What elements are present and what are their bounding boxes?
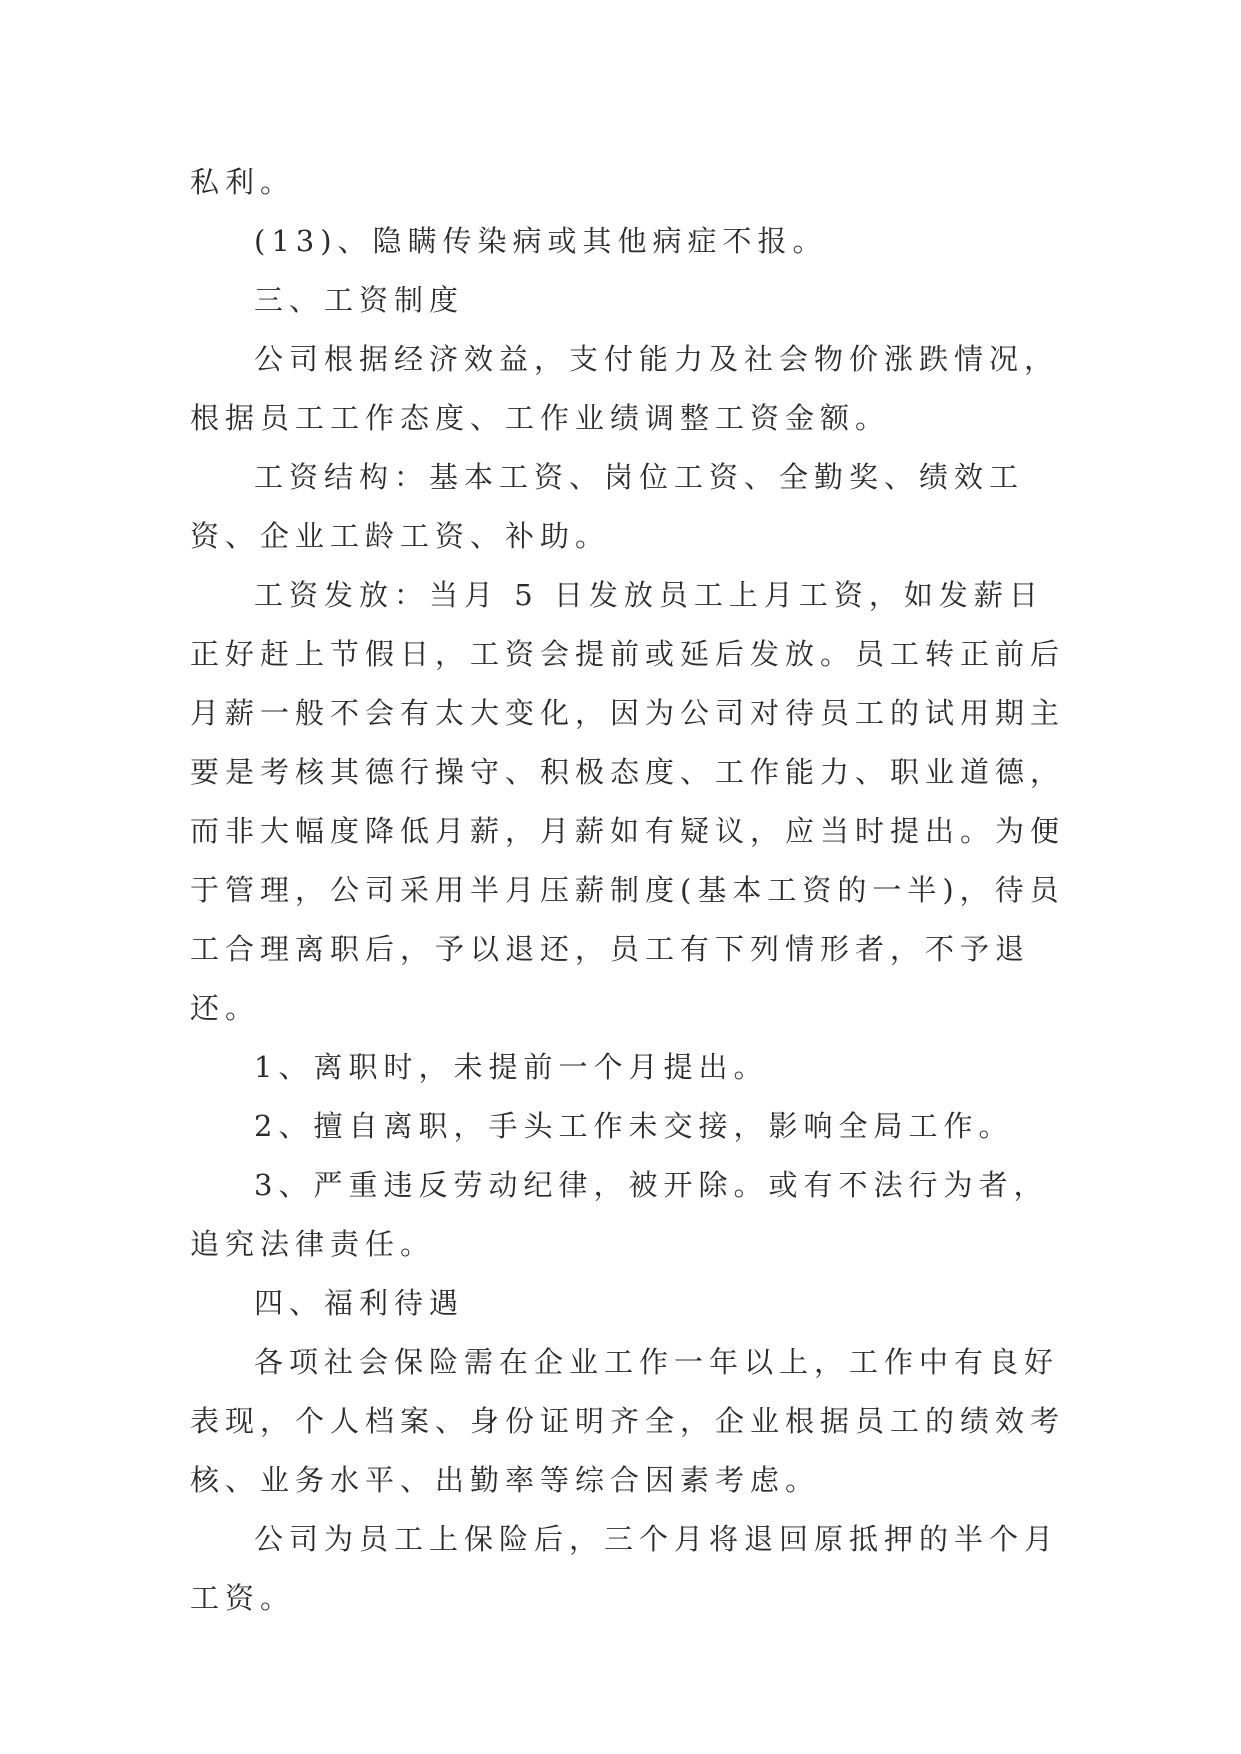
list-item-1: 1、离职时，未提前一个月提出。	[254, 1050, 769, 1084]
paragraph-continuation: 私利。	[190, 165, 296, 199]
paragraph-salary-structure: 工资结构：基本工资、岗位工资、全勤奖、绩效工资、企业工龄工资、补助。	[190, 460, 1025, 553]
list-item-13: (13)、隐瞒传染病或其他病症不报。	[254, 224, 828, 258]
paragraph-salary-payment: 工资发放：当月 5 日发放员工上月工资，如发薪日正好赶上节假日，工资会提前或延后发放。员工转正前后月薪一般不会有太大变化，因为公司对待员工的试用期主要是考核其德行操守、积极态度、工作能力、职业道德，而非大幅度降低月薪，月薪如有疑议，应当时提出。为便于管理，公司采用半月压薪制度(基本工资的一半)，待员工合理离职后，予以退还，员工有下列情形者，不予退还。	[190, 578, 1066, 1025]
list-item-3: 3、严重违反劳动纪律，被开除。或有不法行为者，追究法律责任。	[190, 1168, 1049, 1261]
paragraph-salary-policy: 公司根据经济效益，支付能力及社会物价涨跌情况，根据员工工作态度、工作业绩调整工资金额。	[190, 342, 1060, 435]
document-body	[190, 153, 1075, 1628]
section-heading-salary: 三、工资制度	[254, 283, 465, 317]
section-heading-benefits: 四、福利待遇	[254, 1286, 465, 1320]
list-item-2: 2、擅自离职，手头工作未交接，影响全局工作。	[254, 1109, 1014, 1143]
paragraph-social-insurance: 各项社会保险需在企业工作一年以上，工作中有良好表现，个人档案、身份证明齐全，企业根据员工的绩效考核、业务水平、出勤率等综合因素考虑。	[190, 1345, 1066, 1497]
paragraph-insurance-refund: 公司为员工上保险后，三个月将退回原抵押的半个月工资。	[190, 1522, 1060, 1615]
